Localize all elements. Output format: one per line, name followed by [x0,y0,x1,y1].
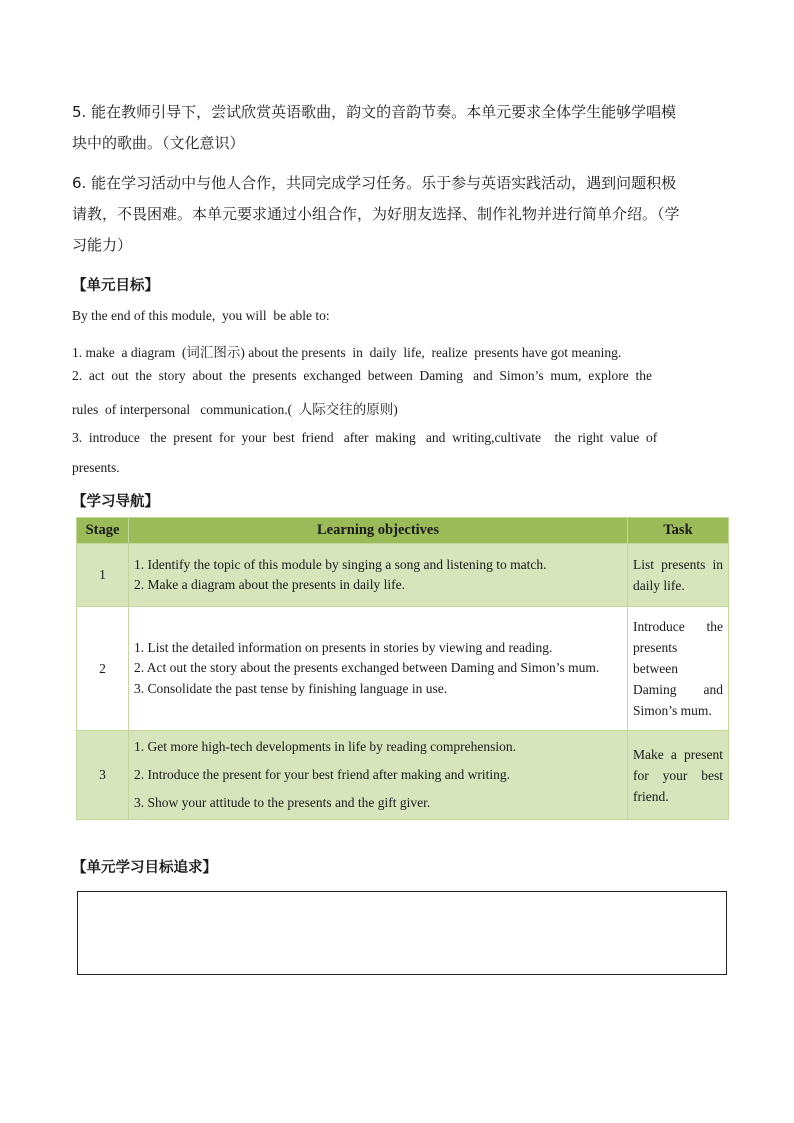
goal-pursuit-heading: 【单元学习目标追求】 [72,860,217,876]
table-row [77,544,729,607]
objective-item: 1. List the detailed information on presents in stories by viewing and reading. [134,639,553,655]
unit-goals-lead: By the end of this module, you will be able to: [72,308,330,323]
table-row [77,731,729,820]
objectives-cell [129,731,628,820]
study-nav-heading: 【学习导航】 [72,494,159,510]
unit-goal-1: 1. make a diagram (词汇图示) about the presents in daily life, realize presents have got meaning. [72,345,622,360]
stage-cell: 2 [77,607,129,731]
objectives-cell [129,607,628,731]
objective-item: 1. Identify the topic of this module by singing a song and listening to match. [134,556,547,572]
col-header-task: Task [628,518,729,544]
unit-goal-3-line-2: presents. [72,460,120,475]
study-nav-table [76,517,729,820]
objective-item: 2. Introduce the present for your best friend after making and writing. [134,767,511,782]
objective-item: 3. Consolidate the past tense by finishing language in use. [134,680,448,696]
item-6-line-2: 请教，不畏困难。本单元要求通过小组合作，为好朋友选择、制作礼物并进行简单介绍。（学 [72,205,680,223]
goal-pursuit-answer-box[interactable] [77,891,727,975]
task-cell: List presents in daily life. [628,544,729,607]
task-cell: Make a present for your best friend. [628,731,729,820]
task-cell: Introduce the presents between Daming and Simon’s mum. [628,607,729,731]
objective-item: 2. Make a diagram about the presents in daily life. [134,577,406,592]
stage-cell: 1 [77,544,129,607]
stage-cell: 3 [77,731,129,820]
item-6-line-3: 习能力） [72,236,133,254]
objective-item: 3. Show your attitude to the presents and the gift giver. [134,795,431,810]
item-5-line-1: 5. 能在教师引导下，尝试欣赏英语歌曲，韵文的音韵节奏。本单元要求全体学生能够学唱模 [72,103,677,121]
table-header-row [77,518,729,544]
unit-goal-2-line-1: 2. act out the story about the presents exchanged between Daming and Simon’s mum, explore the [72,368,652,383]
objective-item: 2. Act out the story about the presents exchanged between Daming and Simon’s mum. [134,660,600,676]
unit-goal-2-line-2: rules of interpersonal communication.( 人际交往的原则) [72,402,398,417]
unit-goal-3-line-1: 3. introduce the present for your best friend after making and writing,cultivate the right value of [72,430,658,445]
item-6-line-1: 6. 能在学习活动中与他人合作，共同完成学习任务。乐于参与英语实践活动，遇到问题积极 [72,174,677,192]
objectives-cell [129,544,628,607]
table-row [77,607,729,731]
item-5-line-2: 块中的歌曲。（文化意识） [72,134,245,152]
col-header-stage: Stage [77,518,129,544]
objective-item: 1. Get more high-tech developments in life by reading comprehension. [134,739,517,754]
unit-goals-heading: 【单元目标】 [72,278,159,294]
col-header-objectives: Learning objectives [129,518,628,544]
